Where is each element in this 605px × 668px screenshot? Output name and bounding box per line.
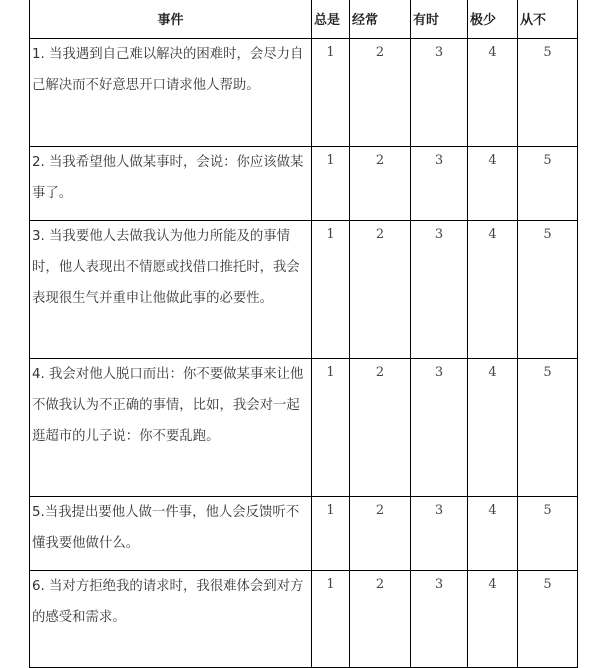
score-sometimes[interactable]: 3 — [411, 571, 468, 668]
score-always[interactable]: 1 — [312, 359, 350, 497]
header-sometimes: 有时 — [411, 0, 468, 39]
score-sometimes[interactable]: 3 — [411, 497, 468, 571]
table-row — [30, 359, 578, 497]
event-text: 6. 当对方拒绝我的请求时，我很难体会到对方的感受和需求。 — [30, 571, 312, 668]
score-rarely[interactable]: 4 — [468, 147, 518, 221]
score-never[interactable]: 5 — [518, 571, 578, 668]
event-text: 1. 当我遇到自己难以解决的困难时，会尽力自己解决而不好意思开口请求他人帮助。 — [30, 39, 312, 147]
score-rarely[interactable]: 4 — [468, 497, 518, 571]
score-rarely[interactable]: 4 — [468, 359, 518, 497]
score-always[interactable]: 1 — [312, 39, 350, 147]
score-rarely[interactable]: 4 — [468, 571, 518, 668]
survey-table-container — [29, 0, 578, 668]
score-never[interactable]: 5 — [518, 147, 578, 221]
score-always[interactable]: 1 — [312, 571, 350, 668]
score-sometimes[interactable]: 3 — [411, 359, 468, 497]
table-row — [30, 571, 578, 668]
event-text: 4. 我会对他人脱口而出：你不要做某事来让他不做我认为不正确的事情，比如，我会对一起逛超市的儿子说：你不要乱跑。 — [30, 359, 312, 497]
header-row — [30, 0, 578, 39]
table-row — [30, 221, 578, 359]
table-row — [30, 39, 578, 147]
header-event: 事件 — [30, 0, 312, 39]
score-often[interactable]: 2 — [350, 147, 411, 221]
table-row — [30, 497, 578, 571]
survey-table — [29, 0, 578, 668]
score-never[interactable]: 5 — [518, 497, 578, 571]
header-never: 从不 — [518, 0, 578, 39]
event-text: 2. 当我希望他人做某事时，会说：你应该做某事了。 — [30, 147, 312, 221]
score-often[interactable]: 2 — [350, 497, 411, 571]
score-never[interactable]: 5 — [518, 39, 578, 147]
score-often[interactable]: 2 — [350, 359, 411, 497]
score-rarely[interactable]: 4 — [468, 39, 518, 147]
score-sometimes[interactable]: 3 — [411, 221, 468, 359]
score-never[interactable]: 5 — [518, 359, 578, 497]
score-always[interactable]: 1 — [312, 221, 350, 359]
score-always[interactable]: 1 — [312, 497, 350, 571]
score-often[interactable]: 2 — [350, 571, 411, 668]
score-often[interactable]: 2 — [350, 221, 411, 359]
score-sometimes[interactable]: 3 — [411, 147, 468, 221]
score-sometimes[interactable]: 3 — [411, 39, 468, 147]
score-rarely[interactable]: 4 — [468, 221, 518, 359]
header-rarely: 极少 — [468, 0, 518, 39]
score-always[interactable]: 1 — [312, 147, 350, 221]
header-often: 经常 — [350, 0, 411, 39]
score-often[interactable]: 2 — [350, 39, 411, 147]
event-text: 3. 当我要他人去做我认为他力所能及的事情时，他人表现出不情愿或找借口推托时，我会表现很生气并重申让他做此事的必要性。 — [30, 221, 312, 359]
header-always: 总是 — [312, 0, 350, 39]
event-text: 5.当我提出要他人做一件事，他人会反馈听不懂我要他做什么。 — [30, 497, 312, 571]
table-row — [30, 147, 578, 221]
score-never[interactable]: 5 — [518, 221, 578, 359]
